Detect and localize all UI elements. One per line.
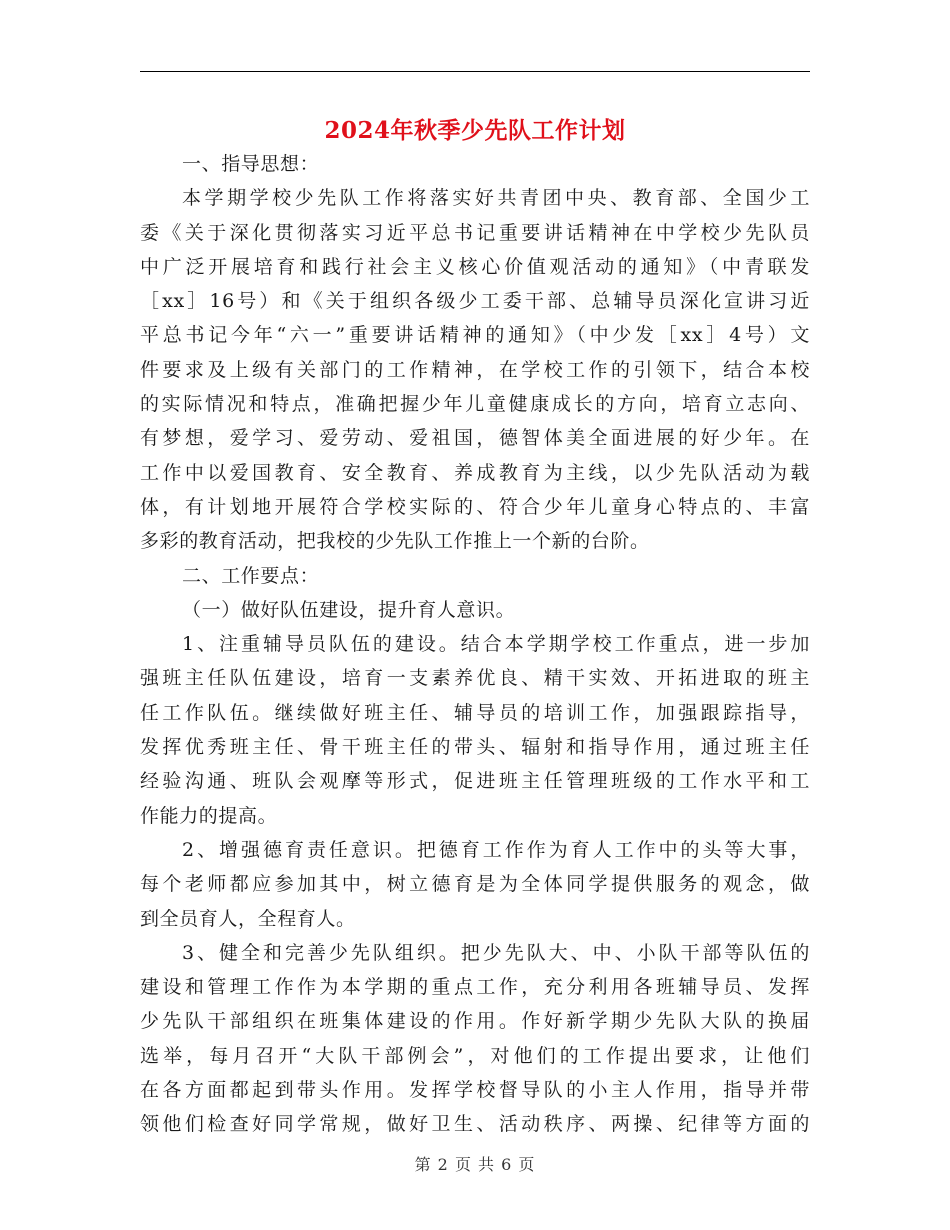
paragraph-line: 选举，每月召开“大队干部例会”，对他们的工作提出要求，让他们 <box>140 1044 810 1067</box>
paragraph-line: 1、注重辅导员队伍的建设。结合本学期学校工作重点，进一步加 <box>182 633 810 656</box>
paragraph-line: 平总书记今年“六一”重要讲话精神的通知》（中少发［xx］4号）文 <box>140 324 810 347</box>
paragraph-line: 本学期学校少先队工作将落实好共青团中央、教育部、全国少工 <box>182 187 810 210</box>
paragraph-line: 2、增强德育责任意识。把德育工作作为育人工作中的头等大事， <box>182 838 810 861</box>
paragraph-line: 的实际情况和特点，准确把握少年儿童健康成长的方向，培育立志向、 <box>140 393 810 416</box>
paragraph-line: 强班主任队伍建设，培育一支素养优良、精干实效、开拓进取的班主 <box>140 667 810 690</box>
paragraph-line: 3、健全和完善少先队组织。把少先队大、中、小队干部等队伍的 <box>182 941 810 964</box>
paragraph-line: 每个老师都应参加其中，树立德育是为全体同学提供服务的观念，做 <box>140 873 810 896</box>
paragraph-line: 中广泛开展培育和践行社会主义核心价值观活动的通知》（中青联发 <box>140 255 810 278</box>
header-rule <box>140 71 810 72</box>
paragraph-line: 经验沟通、班队会观摩等形式，促进班主任管理班级的工作水平和工 <box>140 770 810 793</box>
paragraph-line: 作能力的提高。 <box>140 804 278 827</box>
paragraph-line: 到全员育人，全程育人。 <box>140 907 356 930</box>
paragraph-line: ［xx］16号）和《关于组织各级少工委干部、总辅导员深化宣讲习近 <box>140 290 810 313</box>
subsection-heading: （一）做好队伍建设，提升育人意识。 <box>182 598 516 621</box>
section-heading-work-points: 二、工作要点： <box>182 564 320 587</box>
page-number-footer: 第 2 页 共 6 页 <box>414 1155 536 1174</box>
document-title: 2024年秋季少先队工作计划 <box>324 117 626 144</box>
document-body <box>140 147 810 1142</box>
paragraph-line: 件要求及上级有关部门的工作精神，在学校工作的引领下，结合本校 <box>140 358 810 381</box>
paragraph-line: 多彩的教育活动，把我校的少先队工作推上一个新的台阶。 <box>140 530 650 553</box>
paragraph-line: 有梦想，爱学习、爱劳动、爱祖国，德智体美全面进展的好少年。在 <box>140 427 810 450</box>
paragraph-line: 工作中以爱国教育、安全教育、养成教育为主线，以少先队活动为载 <box>140 461 810 484</box>
paragraph-line: 任工作队伍。继续做好班主任、辅导员的培训工作，加强跟踪指导， <box>140 701 810 724</box>
paragraph-line: 领他们检查好同学常规，做好卫生、活动秩序、两操、纪律等方面的 <box>140 1113 810 1136</box>
section-heading-guiding-ideology: 一、指导思想： <box>182 153 320 175</box>
paragraph-line: 发挥优秀班主任、骨干班主任的带头、辐射和指导作用，通过班主任 <box>140 736 810 759</box>
paragraph-line: 建设和管理工作作为本学期的重点工作，充分利用各班辅导员、发挥 <box>140 976 810 999</box>
paragraph-line: 体，有计划地开展符合学校实际的、符合少年儿童身心特点的、丰富 <box>140 495 810 518</box>
paragraph-line: 在各方面都起到带头作用。发挥学校督导队的小主人作用，指导并带 <box>140 1079 810 1102</box>
paragraph-line: 委《关于深化贯彻落实习近平总书记重要讲话精神在中学校少先队员 <box>140 221 810 244</box>
paragraph-line: 少先队干部组织在班集体建设的作用。作好新学期少先队大队的换届 <box>140 1010 810 1033</box>
